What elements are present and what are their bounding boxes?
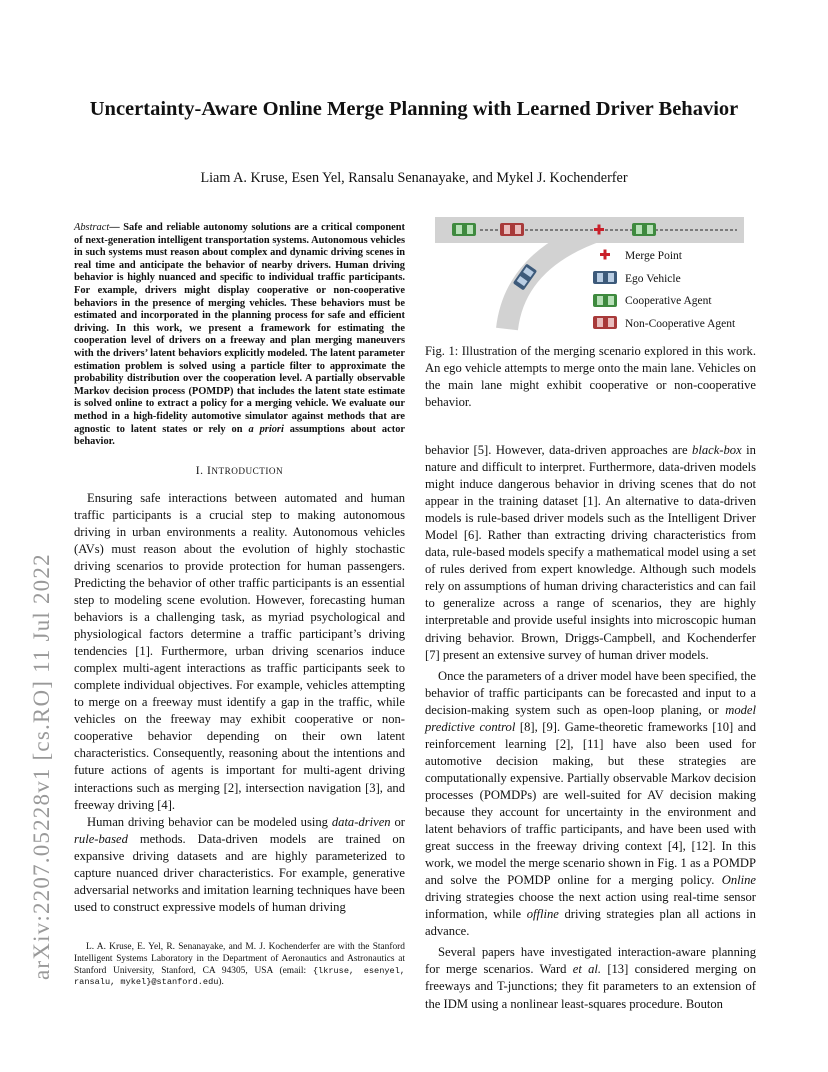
italic-term: Online xyxy=(721,873,756,888)
legend xyxy=(593,250,736,331)
legend-non-cooperative-agent-icon xyxy=(593,316,617,329)
legend-ego-vehicle-icon xyxy=(593,271,617,284)
section-heading-introduction xyxy=(74,462,405,480)
legend-label-cooperative-agent: Cooperative Agent xyxy=(625,295,712,307)
italic-term: black-box xyxy=(692,443,742,457)
italic-term: model predictive control xyxy=(425,702,756,734)
footnote-text: L. A. Kruse, E. Yel, R. Senanayake, and M. J. Kochenderfer are with the Stanford Intelligent Systems Laboratory in the Department of Aeronautics and Astronautics at Stanford University, Stanford, CA 94305, USA (email: xyxy=(74,942,405,976)
non-cooperative-vehicle-icon xyxy=(500,223,524,236)
abstract-tail: assumptions about actor behavior. xyxy=(74,423,405,448)
legend-cooperative-agent-icon xyxy=(593,294,617,307)
legend-label-non-cooperative-agent: Non-Cooperative Agent xyxy=(625,318,736,330)
section-numeral: I. xyxy=(195,463,207,477)
abstract xyxy=(74,222,405,449)
left-column xyxy=(74,222,405,916)
section-title-rest: NTRODUCTION xyxy=(211,465,284,476)
right-paragraph-3 xyxy=(425,944,756,1012)
text-run: driving strategies plan all actions in advance. xyxy=(425,907,756,939)
legend-label-ego-vehicle: Ego Vehicle xyxy=(625,273,681,285)
figure-merge-scenario xyxy=(425,214,756,334)
text-run: Several papers have investigated interaction-aware planning for merge scenarios. Ward xyxy=(425,945,756,977)
italic-term: rule-based xyxy=(74,831,128,846)
arxiv-identifier: arXiv:2207.05228v1 [cs.RO] 11 Jul 2022 xyxy=(29,553,54,980)
cooperative-vehicle-icon xyxy=(452,223,476,236)
text-run: methods. Data-driven models are trained on expansive driving datasets and are highly parameterized to capture nuanced driver characteristics. For example, generative adversarial networks and imitation learning techniques have been used to construct expressive models of human driving xyxy=(74,831,405,914)
legend-label-merge-point: Merge Point xyxy=(625,250,682,262)
footnote-end: ). xyxy=(218,977,224,988)
italic-term: et al. xyxy=(572,962,602,977)
text-run: in nature and difficult to interpret. Furthermore, data-driven models might induce dangerous behavior in driving scenes that do not appear in the training dataset [1]. An alternative to data-driven models is rule-based driver models such as the Intelligent Driver Model [6]. Rather than extracting driving characteristics from data, rule-based models specify a mathematical model using a set of rules derived from expert knowledge. Although such models rely on assumptions of human driving characteristics and can fail to generalize across a range of scenarios, they are highly interpretable and provide useful insights into microscopic human driving behavior. Brown, Driggs-Campbell, and Kochenderfer [7] present an extensive survey of human driver models. xyxy=(425,443,756,662)
merge-diagram xyxy=(425,214,756,334)
right-paragraph-2 xyxy=(425,668,756,941)
text-run: Human driving behavior can be modeled using xyxy=(87,814,332,829)
affiliation-footnote xyxy=(74,942,405,989)
right-paragraph-1 xyxy=(425,442,756,664)
abstract-lead: Abstract xyxy=(74,222,110,233)
text-run: [13] considered merging on freeways and T-junctions; they fit parameters to an extension of the IDM using a nonlinear least-squares procedure. Bouton xyxy=(425,962,756,1011)
intro-paragraph-2 xyxy=(74,814,405,916)
cooperative-vehicle-icon xyxy=(632,223,656,236)
paper-title: Uncertainty-Aware Online Merge Planning with Learned Driver Behavior xyxy=(89,98,739,120)
author-list: Liam A. Kruse, Esen Yel, Ransalu Senanayake, and Mykel J. Kochenderfer xyxy=(200,170,628,186)
footnote-emails: {lkruse, esenyel, ransalu, mykel}@stanford.edu xyxy=(74,965,405,988)
right-column xyxy=(425,442,756,1013)
legend-merge-point-icon xyxy=(600,250,610,260)
abstract-italic: a priori xyxy=(248,423,284,435)
intro-paragraph-1: Ensuring safe interactions between automated and human traffic participants is a crucial step to making autonomous driving in urban environments a reality. Autonomous vehicles (AVs) must reason about the evolution of highly stochastic driving scenarios to provide protection for human passengers. Predicting the behavior of other traffic participants is an essential step to modeling scene evolution. However, forecasting human behaviors is a challenging task, as myriad psychological and physiological factors determine a traffic participant’s driving tendencies [1]. Furthermore, urban driving scenarios induce complex multi-agent interactions as traffic participants seek to complete individual objectives. For example, vehicles attempting to merge on a freeway must identify a gap in the traffic, while vehicles on the freeway may exhibit cooperative or non-cooperative behavior depending on their own latent characteristics. Consequently, reasoning about the intentions and future actions of agents is important for multi-agent driving interactions such as merging [2], intersection navigation [3], and freeway driving [4]. xyxy=(74,490,405,812)
figure-caption: Fig. 1: Illustration of the merging scenario explored in this work. An ego vehicle attempts to merge onto the main lane. Vehicles on the main lane might exhibit cooperative or non-cooperative behavior. xyxy=(425,344,756,409)
text-run: Once the parameters of a driver model have been specified, the behavior of traffic participants can be forecasted and input to a decision-making system such as open-loop planing, or xyxy=(425,668,756,717)
section-initial: I xyxy=(206,463,212,477)
italic-term: offline xyxy=(526,907,559,922)
text-run: or xyxy=(390,814,406,829)
abstract-text: Safe and reliable autonomy solutions are a critical component of next-generation intelligent transportation systems. Autonomous vehicles in such systems must reason about complex and dynamic driving scenes in real time and anticipate the behavior of nearby drivers. Human driving behavior is highly nuanced and specific to individual traffic participants. For example, drivers might display cooperative or non-cooperative behaviors in the presence of merging vehicles. These behaviors must be estimated and incorporated in the planning process for safe and efficient driving. In this work, we present a framework for estimating the cooperation level of drivers on a freeway and plan merging maneuvers with the drivers’ latent behaviors explicitly modeled. The latent parameter estimation problem is solved using a particle filter to approximate the probability distribution over the cooperation level. A partially observable Markov decision process (POMDP) that includes the latent state estimate is solved online to extract a policy for a merging vehicle. We evaluate our method in a high-fidelity automotive simulator against methods that are agnostic to latent states or rely on xyxy=(74,222,405,435)
italic-term: data-driven xyxy=(331,814,391,829)
text-run: behavior [5]. However, data-driven approaches are xyxy=(425,443,693,457)
abstract-dash: — xyxy=(109,222,124,233)
text-run: [8], [9]. Game-theoretic frameworks [10] and reinforcement learning [2], [11] have also been used for automotive decision making, but these strategies are computationally expensive. Partially observable Markov decision processes (POMDPs) are well-suited for AV decision making because they account for uncertainty in the environment and latent behaviors of traffic participants, and have been used with great success in the freeway driving context [4], [12]. In this work, we model the merge scenario shown in Fig. 1 as a POMDP and solve the POMDP online for a merging policy. xyxy=(425,719,756,888)
text-run: driving strategies choose the next action using real-time sensor information, while xyxy=(425,890,756,922)
